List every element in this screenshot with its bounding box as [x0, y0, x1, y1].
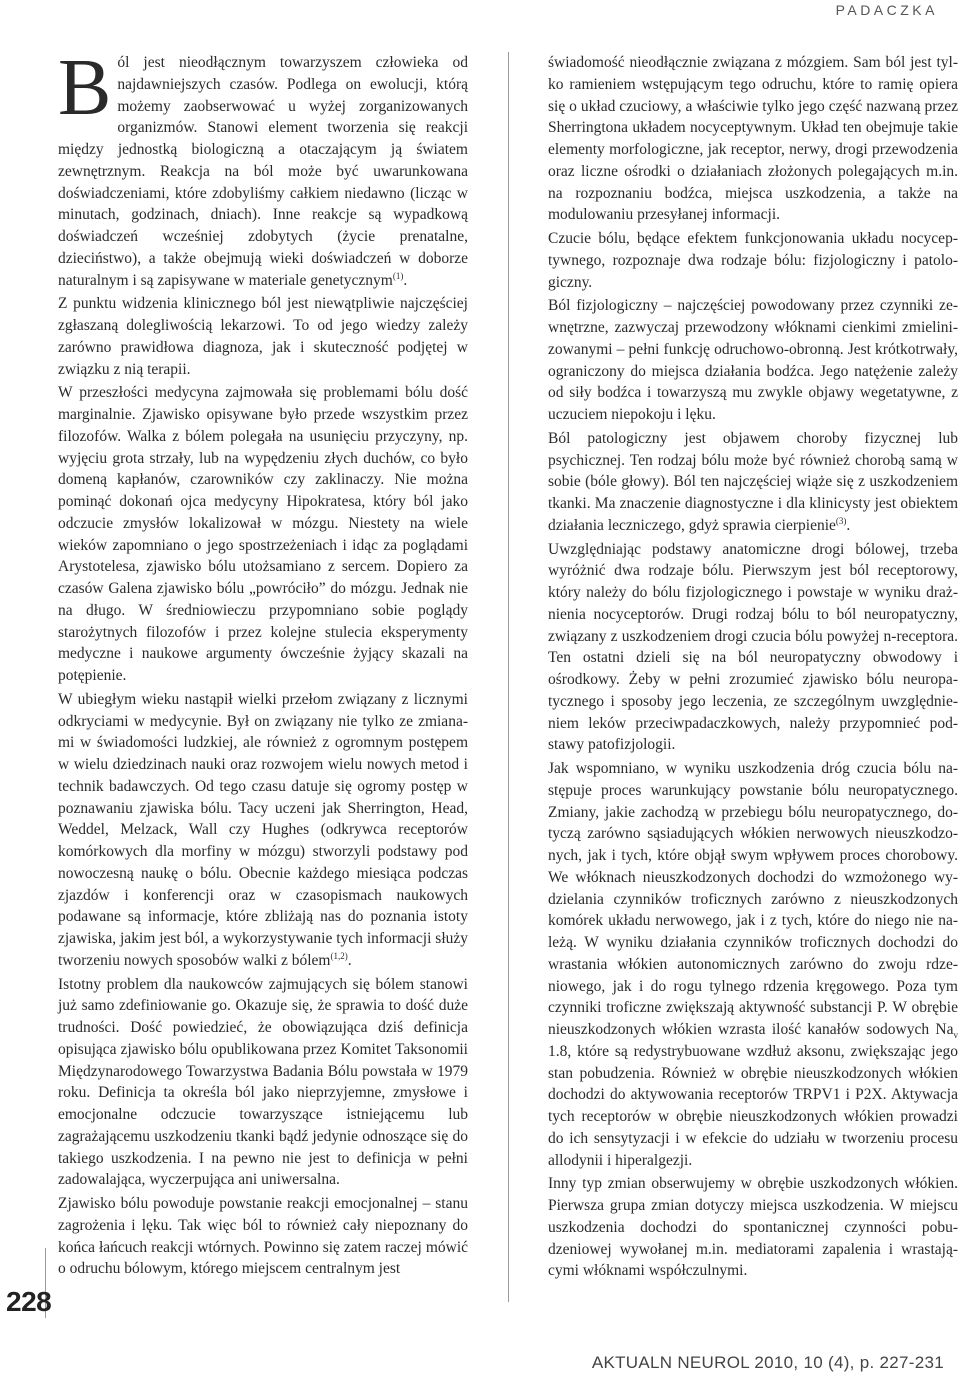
paragraph-text: W ubiegłym wieku nastąpił wielki przełom związany z licznymi odkryciami w medycynie. Był on związany nie tylko ze zmianami w świadomości ludzkiej, ale również z ogromnym postępem w wielu dziedzinach nauki oraz rozwojem wielu nowych metod i technik badawczych. Od tego czasu datuje się ogromy postęp w poznawaniu zjawiska bólu. Tacy uczeni jak Sherrington, Head, Weddel, Melzack, Wall czy Hughes (odkrywca receptorów komórkowych dla morfiny w mózgu) stworzyli podstawy pod nowoczesną naukę o bólu. Obecnie każdego miesiąca podczas zjazdów i konferencji oraz w czasopismach naukowych podawane są informacje, które zbliżają nas do poznania istoty zjawiska, jakim jest ból, a wykorzystywanie tych informacji służy tworzeniu nowych sposobów walki z bólem	[58, 690, 468, 969]
paragraph	[548, 758, 958, 1171]
text-column-right	[548, 52, 958, 1284]
paragraph: świadomość nieodłącznie związana z mózgiem. Sam ból jest tylko ramieniem wstępującym tego odruchu, które to ramię opiera się o układ czuciowy, a właściwie tylko jego część nazwaną przez Sherringtona układem nocyceptywnym. Układ ten obejmuje takie elementy morfologiczne, jak receptor, nerwy, drogi przewodzenia oraz liczne ośrodki o działaniach złożonych polegających m.in. na rozpoznaniu bodźca, miejsca uszkodzenia, a także na modulowaniu przesyłanej informacji.	[548, 54, 958, 224]
reference-marker: (1)	[392, 270, 404, 281]
punctuation: .	[403, 271, 408, 289]
drop-cap: B	[58, 44, 112, 132]
paragraph: Istotny problem dla naukowców zajmujących się bólem stanowi już samo zdefiniowanie go. Okazuje się, że sprawia to dość duże trudności. Dość powiedzieć, że obowiązująca dziś definicja opisująca zjawisko bólu opublikowana przez Komitet Taksonomii Międzynarodowego Towarzystwa Badania Bólu powstała w 1979 roku. Definicja ta określa ból jako nieprzyjemne, zmysłowe i emocjonalne odczucie towarzyszące istniejącemu lub zagrażającemu uszkodzeniu tkanki bądź jedynie odnoszące się do takiego uszkodzenia. I na pewno nie jest to definicja w pełni zadowalająca, wyczerpująca ani uniwersalna.	[58, 975, 468, 1189]
journal-citation: AKTUALN NEUROL 2010, 10 (4), p. 227-231	[591, 1353, 944, 1372]
paragraph-text: 1.8, które są redystrybuowane wzdłuż aksonu, zwiększając jego stan pobudzenia. Również w obrębie nieuszkodzonych włókien dochodzi do aktywowania receptorów TRPV1 i P2X. Aktywacja tych receptorów w obrębie nieuszkodzonych włókien prowadzi do ich sensytyzacji i w efekcie do udziału w tworzeniu procesu allodynii i hiperalgezji.	[548, 1042, 958, 1169]
paragraph: Inny typ zmian obserwujemy w obrębie uszkodzonych włókien. Pierwsza grupa zmian dotyczy miejsca uszkodzenia. W miejscu uszkodzenia dochodzi do spontanicznej czynności pobudzeniowej wywołanej m.in. mediatorami zapalenia i wrastającymi włóknami współczulnymi.	[548, 1175, 958, 1280]
paragraph: Ból fizjologiczny – najczęściej powodowany przez czynniki zewnętrzne, zazwyczaj przewodzony włóknami cienkimi zmielinizowanymi – pełni funkcję odruchowo-obronną. Jest krótkotrwały, ograniczony do miejsca działania bodźca. Jego natężenie zależy od siły bodźca i towarzyszą mu zwykle objawy wegetatywne, z uczuciem niepokoju i lęku.	[548, 297, 958, 423]
text-column-left	[58, 44, 468, 1282]
paragraph-text: Jak wspomniano, w wyniku uszkodzenia dróg czucia bólu następuje proces warunkujący powstanie bólu neuropatycznego. Zmiany, jakie zachodzą w przebiegu bólu neuropatycznego, dotyczą zarówno sąsiadujących włókien nerwowych nieuszkodzonych, jak i tych, które objął swym wpływem proces chorobowy. We włóknach nieuszkodzonych dochodzi do wzmożonego wydzielania czynników troficznych zarówno z nieuszkodzonych komórek układu nerwowego, jak i z tych, które do niego nie należą. W wyniku działania czynników troficznych dochodzi do wrastania włókien autonomicznych zarówno do zwoju rdzeniowego, jak i do rogu tylnego rdzenia kręgowego. Poza tym czynniki troficzne zwiększają aktywność substancji P. W obrębie nieuszkodzonych włókien wzrasta ilość kanałów sodowych Na	[548, 760, 958, 1038]
reference-marker: (1,2)	[330, 950, 348, 961]
subscript: v	[953, 1030, 958, 1041]
paragraph: Czucie bólu, będące efektem funkcjonowania układu nocyceptywnego, rozpoznaje dwa rodzaje bólu: fizjologiczny i patologiczny.	[548, 230, 958, 291]
reference-marker: (3)	[835, 515, 847, 526]
paragraph: Z punktu widzenia klinicznego ból jest niewątpliwie najczęściej zgłaszaną dolegliwością lekarzowi. To od jego wiedzy zależy zarówno prawidłowa diagnoza, jak i skuteczność podjętej w związku z nią terapii.	[58, 295, 468, 378]
paragraph: W przeszłości medycyna zajmowała się problemami bólu dość marginalnie. Zjawisko opisywane było przede wszystkim przez filozofów. Walka z bólem polegała na usunięciu przyczyny, np. wyjęciu grota strzały, lub na wypędzeniu złych duchów, co było domeną kapłanów, czarowników czy zaklinaczy. Nie można pominąć dokonań ojca medycyny Hipokratesa, który ból jako odczucie zmysłów lokalizował w mózgu. Niestety na wiele wieków zapomniano o jego spostrzeżeniach i idąc za poglądami Arystotelesa, zjawisko bólu utożsamiano z sercem. Dopiero za czasów Galena zjawisko bólu „powróciło” do mózgu. Jednak nie na długo. W średniowieczu przypomniano sobie poglądy starożytnych filozofów i przez kolejne stulecia eksperymenty medyczne i naukowe argumenty ówcześnie żyjący skazali na potępienie.	[58, 384, 468, 684]
punctuation: .	[846, 516, 851, 534]
paragraph-text: ól jest nieodłącznym towarzyszem człowieka od najdawniejszych czasów. Podlega on ewolucji, którą możemy zaobserwować u wyżej zorganizowanych organizmów. Stanowi element tworzenia się reakcji między jednostką biologiczną a otaczającym ją światem zewnętrznym. Reakcja na ból może być uwarunkowana doświadczeniami, które zdobyliśmy całkiem niedawno (licząc w minutach, godzinach, dniach). Inne reakcje są wypadkową doświadczeń wcześniej zdobytych (życie prenatalne, dzieciństwo), a także obejmują wieki doświadczeń w doborze naturalnym i są zapisywane w materiale genetycznym	[58, 54, 468, 289]
paragraph	[58, 689, 468, 972]
paragraph-text: Ból patologiczny jest objawem choroby fizycznej lub psychicznej. Ten rodzaj bólu może być również chorobą samą w sobie (bóle głowy). Ból ten najczęściej wiąże się z uszkodzeniem tkanki. Ma znaczenie diagnostyczne i dla klinicysty jest obiektem działania leczniczego, gdyż sprawia cierpienie	[548, 429, 958, 534]
paragraph	[58, 44, 468, 291]
section-header: PADACZKA	[835, 2, 938, 18]
punctuation: .	[347, 951, 352, 969]
paragraph: Uwzględniając podstawy anatomiczne drogi bólowej, trzeba wyróżnić dwa rodzaje bólu. Pierwszym jest ból receptorowy, który należy do bólu fizjologicznego i powstaje w wyniku drażnienia nocyceptorów. Drugi rodzaj bólu to ból neuropatyczny, związany z uszkodzeniem drogi czucia bólu powyżej n-receptora. Ten ostatni dzieli się na ból neuropatyczny obwodowy i ośrodkowy. Żeby w pełni zrozumieć zjawisko bólu neuropatycznego i sposoby jego leczenia, ze szczególnym uwzględnieniem leków przeciwpadaczkowych, należy przypomnieć podstawy patofizjologii.	[548, 540, 958, 754]
page-number: 228	[6, 1286, 52, 1317]
column-divider-rule	[508, 52, 509, 1302]
paragraph: Zjawisko bólu powoduje powstanie reakcji emocjonalnej – stanu zagrożenia i lęku. Tak więc ból to również cały niepoznany do końca łańcuch reakcji wtórnych. Powinno się zatem raczej mówić o odruchu bólowym, którego miejscem centralnym jest	[58, 1195, 468, 1278]
paragraph	[548, 428, 958, 537]
